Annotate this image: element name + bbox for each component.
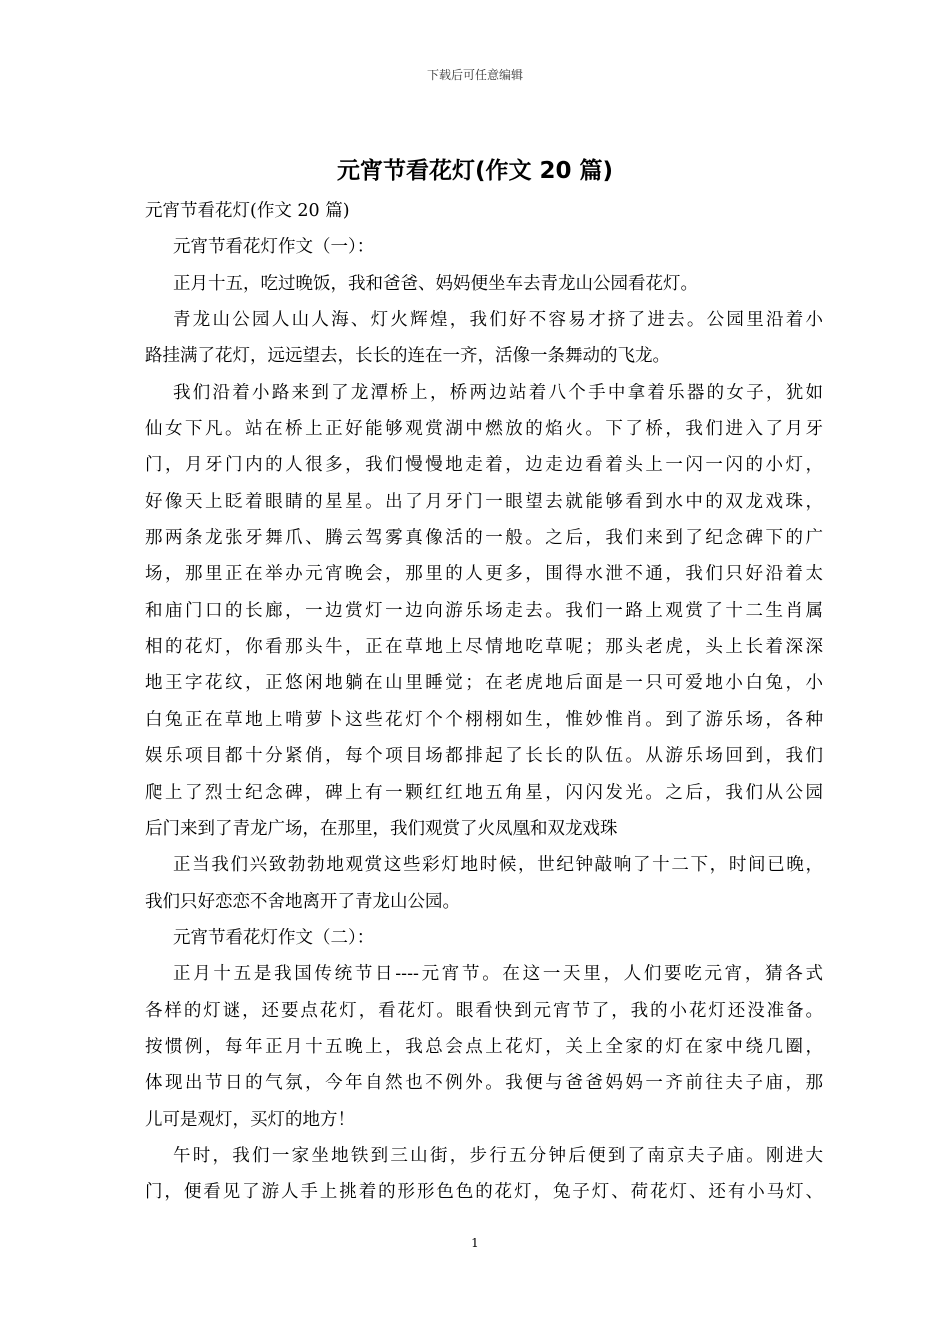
- paragraph-line: 各样的灯谜，还要点花灯，看花灯。眼看快到元宵节了，我的小花灯还没准备。: [145, 1000, 823, 1021]
- paragraph-line: 正月十五是我国传统节日----元宵节。在这一天里，人们要吃元宵，猜各式: [173, 964, 823, 985]
- paragraph-line: 按惯例，每年正月十五晚上，我总会点上花灯，关上全家的灯在家中绕几圈，: [145, 1036, 823, 1057]
- paragraph-line: 正月十五，吃过晚饭，我和爸爸、妈妈便坐车去青龙山公园看花灯。: [173, 273, 698, 294]
- paragraph-line: 门，便看见了游人手上挑着的形形色色的花灯，兔子灯、荷花灯、还有小马灯、: [145, 1182, 823, 1203]
- paragraph-line: 正当我们兴致勃勃地观赏这些彩灯地时候，世纪钟敲响了十二下，时间已晚，: [173, 855, 823, 876]
- paragraph-line: 后门来到了青龙广场，在那里，我们观赏了火凤凰和双龙戏珠: [145, 818, 618, 839]
- paragraph-line: 娱乐项目都十分紧俏，每个项目场都排起了长长的队伍。从游乐场回到，我们: [145, 746, 823, 767]
- subtitle-line: 元宵节看花灯(作文 20 篇): [145, 201, 350, 221]
- paragraph-line: 路挂满了花灯，远远望去，长长的连在一齐，活像一条舞动的飞龙。: [145, 346, 670, 367]
- section-heading-2: 元宵节看花灯作文（二）：: [173, 927, 375, 948]
- paragraph-line: 体现出节日的气氛，今年自然也不例外。我便与爸爸妈妈一齐前往夫子庙，那: [145, 1073, 823, 1094]
- document-title: 元宵节看花灯(作文 20 篇): [336, 158, 614, 184]
- page-header: 下载后可任意编辑: [426, 68, 523, 82]
- paragraph-line: 午时，我们一家坐地铁到三山街，步行五分钟后便到了南京夫子庙。刚进大: [173, 1145, 823, 1166]
- paragraph-line: 我们沿着小路来到了龙潭桥上，桥两边站着八个手中拿着乐器的女子，犹如: [173, 382, 823, 403]
- paragraph-line: 爬上了烈士纪念碑，碑上有一颗红红地五角星，闪闪发光。之后，我们从公园: [145, 782, 823, 803]
- paragraph-line: 地王字花纹，正悠闲地躺在山里睡觉；在老虎地后面是一只可爱地小白兔，小: [145, 673, 823, 694]
- paragraph-line: 青龙山公园人山人海、灯火辉煌，我们好不容易才挤了进去。公园里沿着小: [173, 310, 823, 331]
- paragraph-line: 我们只好恋恋不舍地离开了青龙山公园。: [145, 891, 460, 912]
- section-heading-1: 元宵节看花灯作文（一）：: [173, 237, 375, 258]
- paragraph-line: 儿可是观灯，买灯的地方！: [145, 1109, 355, 1130]
- paragraph-line: 场，那里正在举办元宵晚会，那里的人更多，围得水泄不通，我们只好沿着太: [145, 564, 823, 585]
- paragraph-line: 相的花灯，你看那头牛，正在草地上尽情地吃草呢；那头老虎，头上长着深深: [145, 637, 823, 658]
- paragraph-line: 那两条龙张牙舞爪、腾云驾雾真像活的一般。之后，我们来到了纪念碑下的广: [145, 528, 823, 549]
- paragraph-line: 白兔正在草地上啃萝卜这些花灯个个栩栩如生，惟妙惟肖。到了游乐场，各种: [145, 709, 823, 730]
- page-number: 1: [471, 1236, 479, 1250]
- paragraph-line: 好像天上眨着眼睛的星星。出了月牙门一眼望去就能够看到水中的双龙戏珠，: [145, 491, 823, 512]
- paragraph-line: 门，月牙门内的人很多，我们慢慢地走着，边走边看着头上一闪一闪的小灯，: [145, 455, 823, 476]
- paragraph-line: 仙女下凡。站在桥上正好能够观赏湖中燃放的焰火。下了桥，我们进入了月牙: [145, 419, 823, 440]
- document-body: [145, 193, 823, 1211]
- paragraph-line: 和庙门口的长廊，一边赏灯一边向游乐场走去。我们一路上观赏了十二生肖属: [145, 600, 823, 621]
